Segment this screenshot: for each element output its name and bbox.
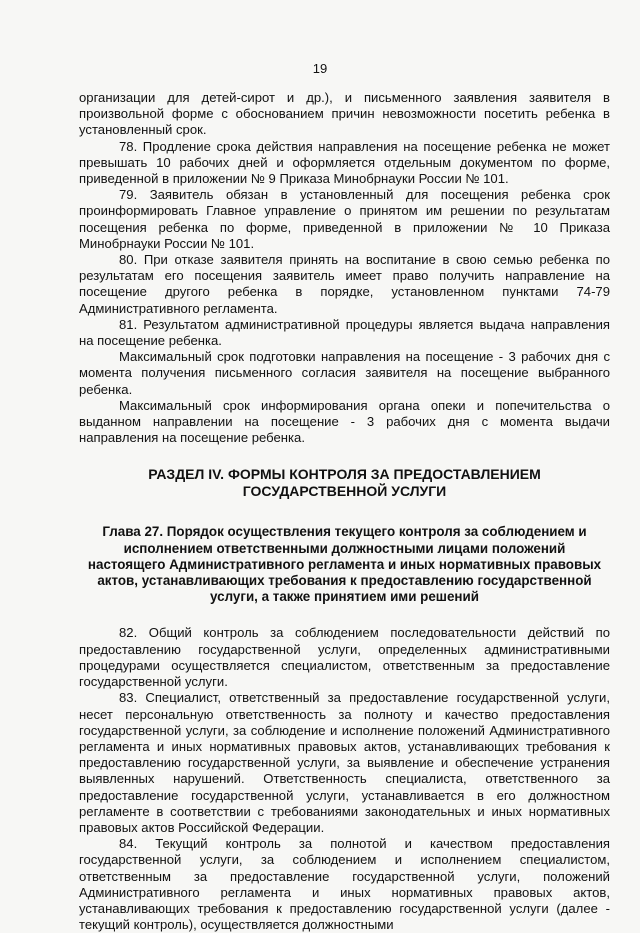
paragraph-78: 78. Продление срока действия направления на посещение ребенка не может превышать 10 рабочих дней и оформляется отдельным документом по форме, приведенной в приложении № 9 Приказа Минобрнауки России № 101. — [79, 138, 610, 187]
paragraph-max-term-preparation: Максимальный срок подготовки направления на посещение - 3 рабочих дня с момента получения письменного согласия заявителя на посещение выбранного ребенка. — [79, 349, 610, 397]
paragraph-80: 80. При отказе заявителя принять на воспитание в свою семью ребенка по результатам его посещения заявитель имеет право получить направление на посещение другого ребенка в порядке, установленном пунктами 74-79 Административного регламента. — [79, 252, 610, 316]
page-number: 19 — [312, 61, 328, 76]
body-text — [79, 90, 610, 933]
paragraph-82: 82. Общий контроль за соблюдением последовательности действий по предоставлению государственной услуги, определенных административными процедурами осуществляется специалистом, ответственным за предоставление государственной услуги. — [79, 625, 610, 690]
paragraph-continuation: организации для детей-сирот и др.), и письменного заявления заявителя в произвольной форме с обоснованием причин невозможности посетить ребенка в установленный срок. — [79, 90, 610, 138]
paragraph-max-term-informing: Максимальный срок информирования органа опеки и попечительства о выданном направлении на посещение - 3 рабочих дня с момента выдачи направления на посещение ребенка. — [79, 397, 610, 446]
chapter-heading: Глава 27. Порядок осуществления текущего контроля за соблюдением и исполнением ответственными должностными лицами положений настоящего Административного регламента и иных нормативных правовых актов, устанавливающих требования к предоставлению государственной услуги, а также принятием ими решений — [87, 524, 602, 605]
paragraph-83: 83. Специалист, ответственный за предоставление государственной услуги, несет персональную ответственность за полноту и качество предоставления государственной услуги, за соблюдение и исполнение положений Административного регламента и иных нормативных правовых актов, устанавливающих требования к предоставлению государственной услуги, за выявление и обеспечение устранения выявленных нарушений. Ответственность специалиста, ответственного за предоставление государственной услуги, устанавливается в его должностном регламенте в соответствии с требованиями законодательных и иных нормативных правовых актов Российской Федерации. — [79, 690, 610, 835]
paragraph-79: 79. Заявитель обязан в установленный для посещения ребенка срок проинформировать Главное управление о принятом им решении по результатам посещения ребенка по форме, приведенной в приложении № 10 Приказа Минобрнауки России № 101. — [79, 187, 610, 251]
section-heading: РАЗДЕЛ IV. ФОРМЫ КОНТРОЛЯ ЗА ПРЕДОСТАВЛЕНИЕМ ГОСУДАРСТВЕННОЙ УСЛУГИ — [148, 466, 541, 500]
paragraph-84: 84. Текущий контроль за полнотой и качеством предоставления государственной услуги, за соблюдением и исполнением специалистом, ответственным за предоставление государственной услуги, положений Административного регламента и иных нормативных правовых актов, устанавливающих требования к предоставлению государственной услуги (далее - текущий контроль), осуществляется должностными — [79, 836, 610, 933]
paragraph-81: 81. Результатом административной процедуры является выдача направления на посещение ребенка. — [79, 316, 610, 349]
